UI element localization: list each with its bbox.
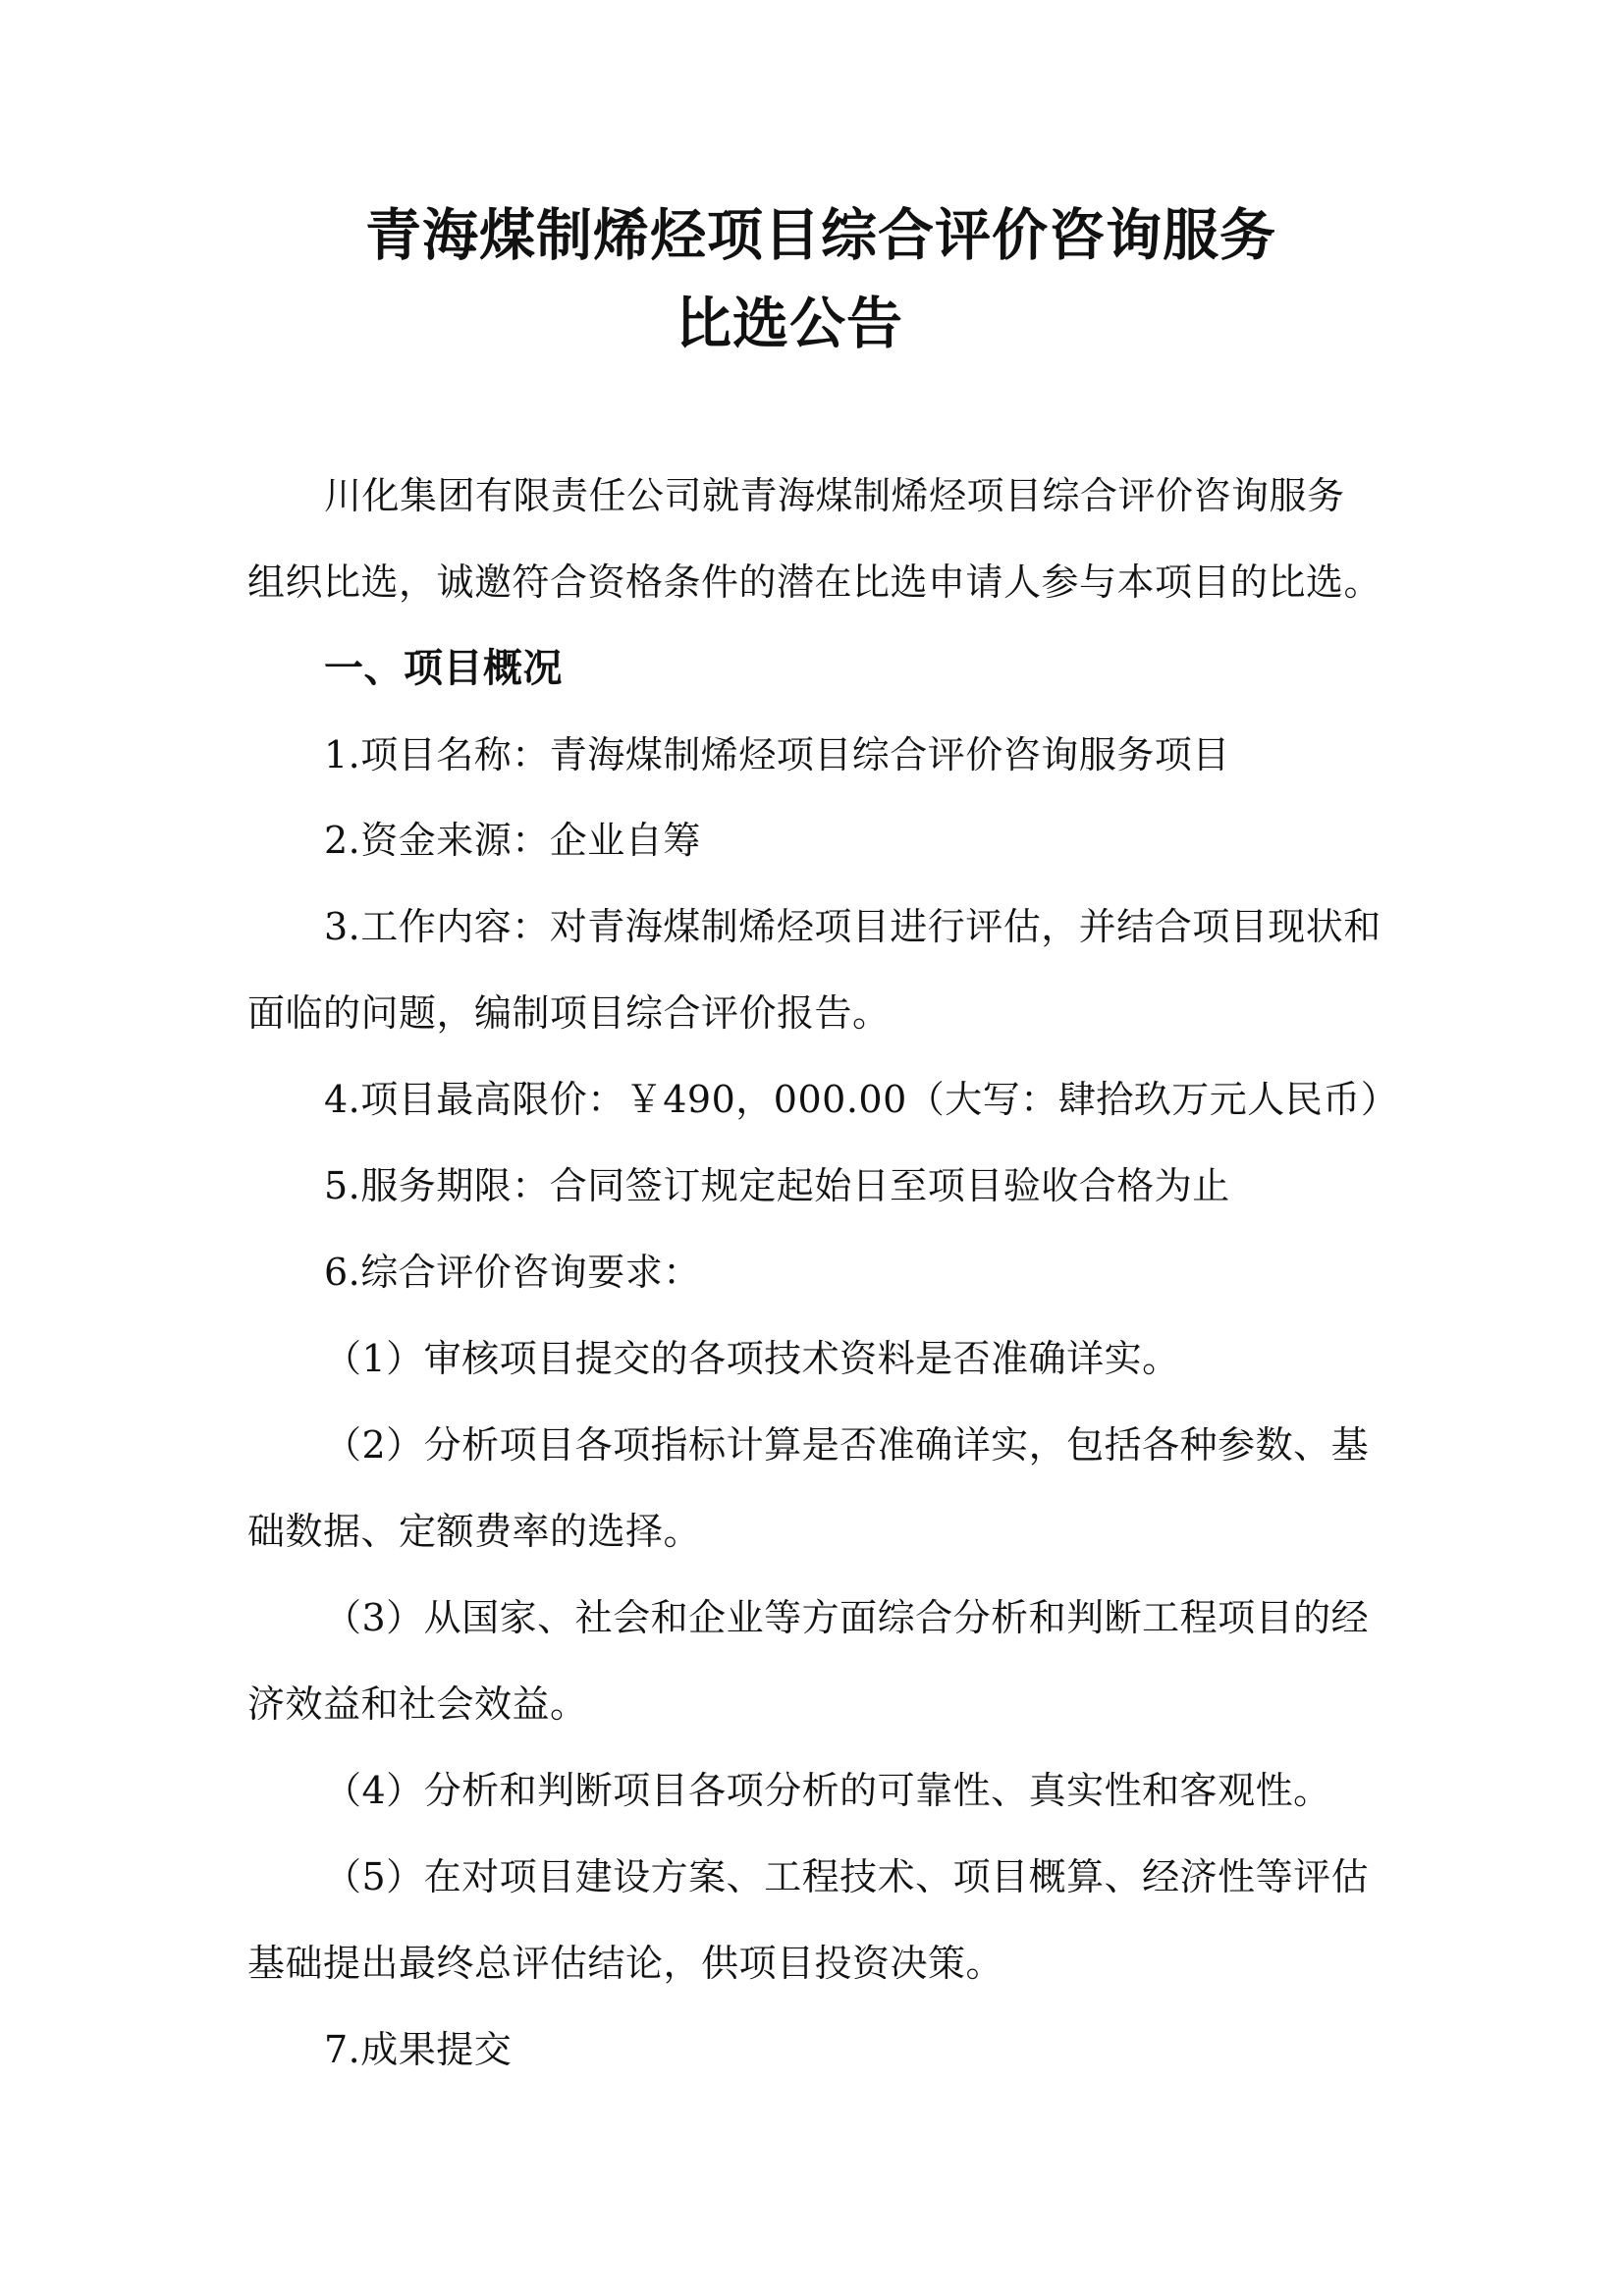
item-project-name: 1.项目名称：青海煤制烯烃项目综合评价咨询服务项目 [324,733,1230,776]
item-work-content-line-1: 3.工作内容：对青海煤制烯烃项目进行评估，并结合项目现状和 [324,905,1381,948]
item-funding-source: 2.资金来源：企业自筹 [324,819,701,862]
requirement-2-line-1: （2）分析项目各项指标计算是否准确详实，包括各种参数、基 [324,1423,1370,1467]
item-service-period: 5.服务期限：合同签订规定起始日至项目验收合格为止 [324,1164,1230,1207]
requirement-1: （1）审核项目提交的各项技术资料是否准确详实。 [324,1337,1180,1380]
item-max-price: 4.项目最高限价：￥490，000.00（大写：肆拾玖万元人民币） [324,1078,1399,1121]
item-work-content-line-2: 面临的问题，编制项目综合评价报告。 [247,991,891,1035]
section-heading-project-overview: 一、项目概况 [324,646,563,691]
requirement-4: （4）分析和判断项目各项分析的可靠性、真实性和客观性。 [324,1769,1331,1812]
item-deliverables: 7.成果提交 [324,2028,513,2071]
intro-paragraph-line-2: 组织比选，诚邀符合资格条件的潜在比选申请人参与本项目的比选。 [247,561,1382,604]
document-title-line-1: 青海煤制烯烃项目综合评价咨询服务 [365,203,1276,268]
requirement-3-line-2: 济效益和社会效益。 [247,1682,588,1726]
requirement-3-line-1: （3）从国家、社会和企业等方面综合分析和判断工程项目的经 [324,1596,1370,1639]
document-title-line-2: 比选公告 [676,292,903,356]
intro-paragraph-line-1: 川化集团有限责任公司就青海煤制烯烃项目综合评价咨询服务 [324,474,1345,517]
requirement-5-line-2: 基础提出最终总评估结论，供项目投资决策。 [247,1942,1004,1985]
requirement-2-line-2: 础数据、定额费率的选择。 [247,1510,702,1553]
requirement-5-line-1: （5）在对项目建设方案、工程技术、项目概算、经济性等评估 [324,1855,1370,1898]
item-evaluation-requirements: 6.综合评价咨询要求： [324,1251,701,1294]
